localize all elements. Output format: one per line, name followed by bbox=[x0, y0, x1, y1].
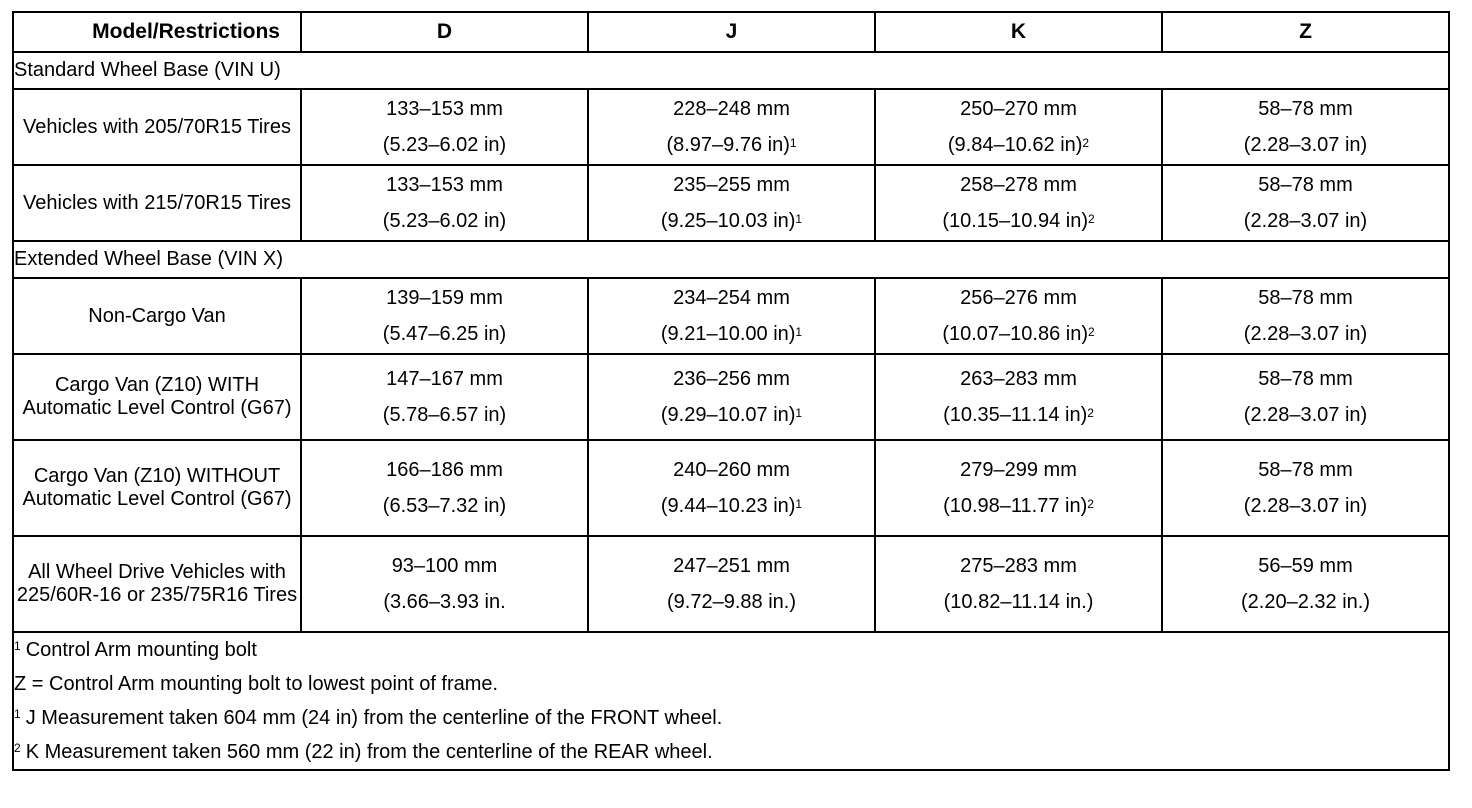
footnote-text: J Measurement taken 604 mm (24 in) from the centerline of the FRONT wheel. bbox=[25, 707, 723, 729]
k-cell bbox=[875, 165, 1162, 241]
row-label: Vehicles with 205/70R15 Tires bbox=[13, 89, 301, 165]
z-mm: 58–78 mm bbox=[1258, 459, 1353, 481]
table-row bbox=[13, 278, 1449, 354]
k-in bbox=[876, 316, 1161, 352]
footnote-mark: 2 bbox=[1087, 406, 1094, 420]
j-mm: 236–256 mm bbox=[673, 368, 790, 390]
footnote-mark: 1 bbox=[795, 212, 803, 226]
j-in bbox=[589, 488, 874, 524]
j-in bbox=[589, 316, 874, 352]
d-in: (5.47–6.25 in) bbox=[382, 323, 507, 345]
j-in-text: (9.44–10.23 in) bbox=[660, 495, 796, 517]
j-in: (9.72–9.88 in.) bbox=[667, 591, 796, 613]
k-mm: 279–299 mm bbox=[960, 459, 1077, 481]
footnote-mark: 1 bbox=[789, 136, 797, 150]
table-row bbox=[13, 165, 1449, 241]
z-in: (2.28–3.07 in) bbox=[1243, 495, 1368, 517]
k-in-text: (10.98–11.77 in) bbox=[943, 495, 1088, 517]
footnote-mark: 2 bbox=[1087, 497, 1094, 511]
z-cell bbox=[1162, 278, 1449, 354]
z-cell bbox=[1162, 536, 1449, 632]
footnote-text: Control Arm mounting bolt bbox=[25, 639, 257, 661]
footnote-mark: 1 bbox=[795, 325, 803, 339]
j-cell bbox=[588, 354, 875, 440]
z-in: (2.28–3.07 in) bbox=[1243, 323, 1368, 345]
footnote-mark: 2 bbox=[1082, 136, 1090, 150]
j-mm: 235–255 mm bbox=[673, 174, 790, 196]
section-row bbox=[13, 52, 1449, 89]
z-mm: 58–78 mm bbox=[1258, 287, 1353, 309]
footnote-mark: 1 bbox=[795, 406, 803, 420]
d-mm: 133–153 mm bbox=[386, 98, 503, 120]
header-d: D bbox=[301, 12, 588, 52]
k-cell bbox=[875, 440, 1162, 536]
table-row bbox=[13, 89, 1449, 165]
d-cell bbox=[301, 89, 588, 165]
section-extended-wheel-base: Extended Wheel Base (VIN X) bbox=[13, 241, 1449, 278]
k-in-text: (10.15–10.94 in) bbox=[942, 210, 1088, 232]
z-in: (2.28–3.07 in) bbox=[1243, 134, 1368, 156]
k-mm: 258–278 mm bbox=[960, 174, 1077, 196]
section-row bbox=[13, 241, 1449, 278]
d-cell bbox=[301, 536, 588, 632]
d-mm: 133–153 mm bbox=[386, 174, 503, 196]
j-cell bbox=[588, 89, 875, 165]
j-mm: 240–260 mm bbox=[673, 459, 790, 481]
footnote bbox=[14, 735, 1448, 769]
footnote bbox=[14, 633, 1448, 667]
k-in bbox=[876, 127, 1161, 163]
k-cell bbox=[875, 278, 1162, 354]
z-cell bbox=[1162, 354, 1449, 440]
specifications-table bbox=[12, 11, 1450, 771]
d-in: (5.78–6.57 in) bbox=[382, 404, 507, 426]
header-k: K bbox=[875, 12, 1162, 52]
j-in-text: (9.25–10.03 in) bbox=[660, 210, 796, 232]
notes-row bbox=[13, 632, 1449, 770]
d-in: (6.53–7.32 in) bbox=[382, 495, 507, 517]
j-cell bbox=[588, 165, 875, 241]
footnote-text: Z = Control Arm mounting bolt to lowest point of frame. bbox=[14, 673, 499, 695]
d-in: (5.23–6.02 in) bbox=[382, 210, 507, 232]
k-in: (10.82–11.14 in.) bbox=[943, 591, 1094, 613]
d-cell bbox=[301, 440, 588, 536]
table-row bbox=[13, 536, 1449, 632]
d-in: (5.23–6.02 in) bbox=[382, 134, 507, 156]
j-in-text: (8.97–9.76 in) bbox=[666, 134, 790, 156]
z-cell bbox=[1162, 89, 1449, 165]
j-cell bbox=[588, 440, 875, 536]
header-j: J bbox=[588, 12, 875, 52]
d-cell bbox=[301, 278, 588, 354]
z-cell bbox=[1162, 165, 1449, 241]
footnote-marker: 2 bbox=[14, 741, 21, 755]
k-in-text: (10.35–11.14 in) bbox=[943, 404, 1088, 426]
footnote-mark: 1 bbox=[795, 497, 803, 511]
j-cell bbox=[588, 278, 875, 354]
footnote bbox=[14, 667, 1448, 701]
footnote-marker: 1 bbox=[14, 707, 21, 721]
d-cell bbox=[301, 354, 588, 440]
d-mm: 139–159 mm bbox=[386, 287, 503, 309]
footnote bbox=[14, 701, 1448, 735]
row-label: All Wheel Drive Vehicles with 225/60R-16 or 235/75R16 Tires bbox=[13, 536, 301, 632]
k-mm: 256–276 mm bbox=[960, 287, 1077, 309]
j-mm: 247–251 mm bbox=[673, 555, 790, 577]
z-in: (2.20–2.32 in.) bbox=[1241, 591, 1370, 613]
k-in bbox=[876, 203, 1161, 239]
k-in-text: (9.84–10.62 in) bbox=[947, 134, 1083, 156]
j-cell bbox=[588, 536, 875, 632]
j-in bbox=[589, 397, 874, 433]
z-mm: 56–59 mm bbox=[1258, 555, 1353, 577]
row-label: Vehicles with 215/70R15 Tires bbox=[13, 165, 301, 241]
row-label: Non-Cargo Van bbox=[13, 278, 301, 354]
d-in: (3.66–3.93 in. bbox=[383, 591, 506, 613]
k-in bbox=[876, 488, 1161, 524]
j-mm: 228–248 mm bbox=[673, 98, 790, 120]
k-cell bbox=[875, 89, 1162, 165]
k-mm: 263–283 mm bbox=[960, 368, 1077, 390]
k-cell bbox=[875, 354, 1162, 440]
j-mm: 234–254 mm bbox=[673, 287, 790, 309]
k-in bbox=[876, 397, 1161, 433]
z-in: (2.28–3.07 in) bbox=[1243, 404, 1368, 426]
footnotes bbox=[13, 632, 1449, 770]
footnote-text: K Measurement taken 560 mm (22 in) from the centerline of the REAR wheel. bbox=[25, 741, 713, 763]
z-mm: 58–78 mm bbox=[1258, 98, 1353, 120]
z-cell bbox=[1162, 440, 1449, 536]
header-model: Model/Restrictions bbox=[13, 12, 301, 52]
z-mm: 58–78 mm bbox=[1258, 368, 1353, 390]
k-cell bbox=[875, 536, 1162, 632]
d-cell bbox=[301, 165, 588, 241]
j-in bbox=[589, 203, 874, 239]
row-label: Cargo Van (Z10) WITH Automatic Level Control (G67) bbox=[13, 354, 301, 440]
footnote-marker: 1 bbox=[14, 639, 21, 653]
table-row bbox=[13, 440, 1449, 536]
row-label: Cargo Van (Z10) WITHOUT Automatic Level Control (G67) bbox=[13, 440, 301, 536]
z-in: (2.28–3.07 in) bbox=[1243, 210, 1368, 232]
z-mm: 58–78 mm bbox=[1258, 174, 1353, 196]
table-row bbox=[13, 354, 1449, 440]
header-row bbox=[13, 12, 1449, 52]
j-in-text: (9.29–10.07 in) bbox=[660, 404, 796, 426]
k-in-text: (10.07–10.86 in) bbox=[942, 323, 1088, 345]
k-mm: 275–283 mm bbox=[960, 555, 1077, 577]
j-in bbox=[589, 127, 874, 163]
footnote-mark: 2 bbox=[1087, 212, 1095, 226]
header-z: Z bbox=[1162, 12, 1449, 52]
k-mm: 250–270 mm bbox=[960, 98, 1077, 120]
j-in-text: (9.21–10.00 in) bbox=[660, 323, 796, 345]
footnote-mark: 2 bbox=[1087, 325, 1095, 339]
section-standard-wheel-base: Standard Wheel Base (VIN U) bbox=[13, 52, 1449, 89]
d-mm: 147–167 mm bbox=[386, 368, 503, 390]
d-mm: 166–186 mm bbox=[386, 459, 503, 481]
d-mm: 93–100 mm bbox=[391, 555, 498, 577]
